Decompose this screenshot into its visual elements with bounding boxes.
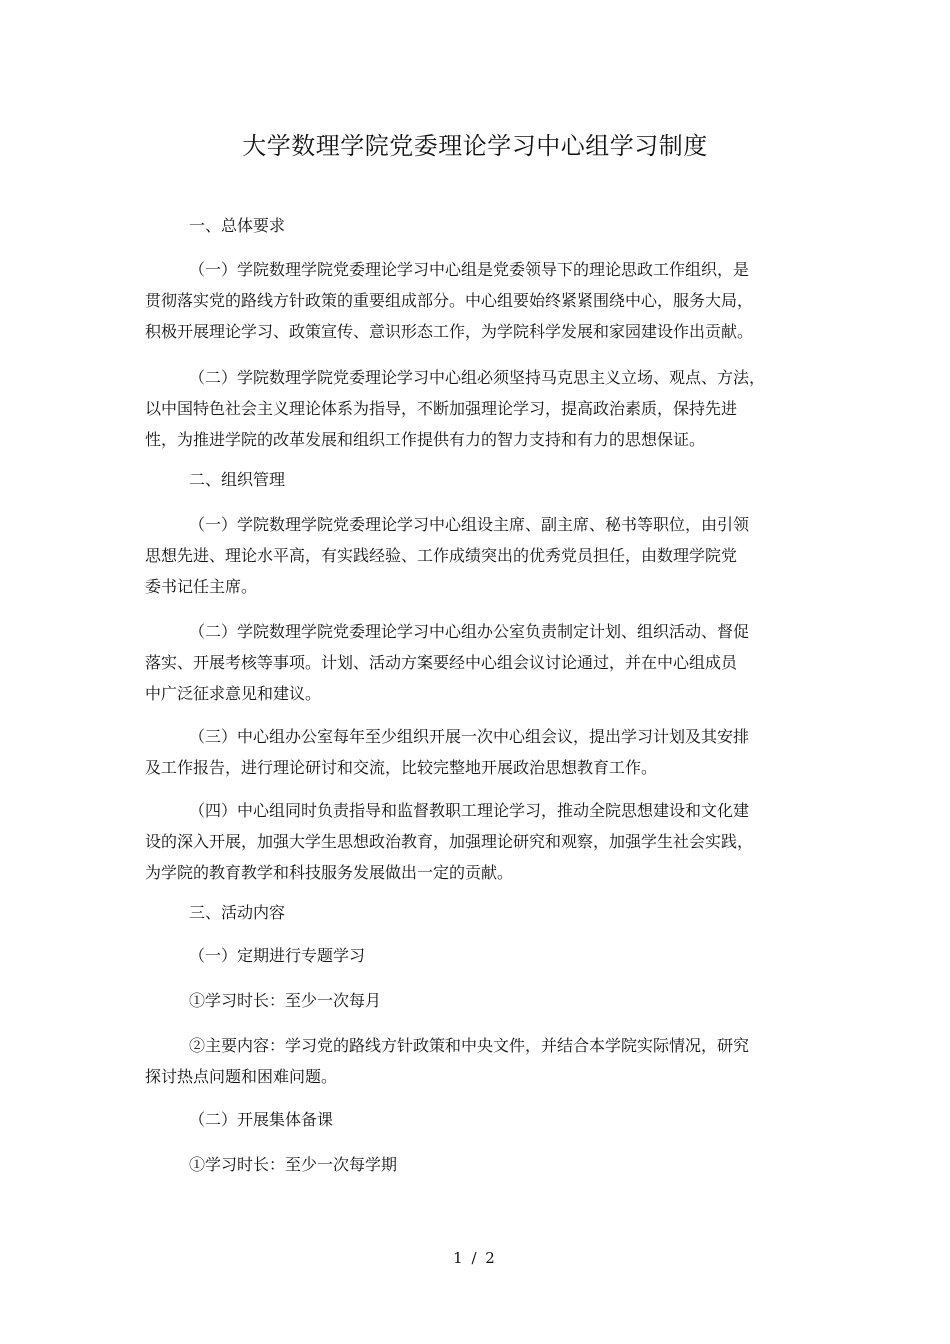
paragraph-line: 贯彻落实党的路线方针政策的重要组成部分。中心组要始终紧紧围绕中心，服务大局， [145,291,754,310]
paragraph-line: （四）中心组同时负责指导和监督教职工理论学习，推动全院思想建设和文化建 [189,801,750,820]
subsection-heading: （二）开展集体备课 [189,1110,334,1129]
page-number: 1 / 2 [453,1249,497,1267]
document-title: 大学数理学院党委理论学习中心组学习制度 [242,132,708,160]
paragraph [145,795,809,888]
paragraph [145,254,809,347]
list-item: ①学习时长：至少一次每学期 [189,1155,398,1174]
paragraph-line: 为学院的教育教学和科技服务发展做出一定的贡献。 [145,863,514,882]
paragraph-line: 委书记任主席。 [145,577,258,596]
paragraph-line: （二）学院数理学院党委理论学习中心组办公室负责制定计划、组织活动、督促 [189,622,750,641]
paragraph [145,1030,809,1092]
paragraph-line: ②主要内容：学习党的路线方针政策和中央文件，并结合本学院实际情况，研究 [189,1036,750,1055]
section-heading: 一、总体要求 [189,216,286,235]
paragraph [145,721,809,783]
paragraph-line: 设的深入开展，加强大学生思想政治教育，加强理论研究和观察，加强学生社会实践， [145,832,754,851]
paragraph [145,362,809,455]
paragraph-line: 思想先进、理论水平高，有实践经验、工作成绩突出的优秀党员担任，由数理学院党 [145,546,738,565]
paragraph-line: 及工作报告，进行理论研讨和交流，比较完整地开展政治思想教育工作。 [145,758,658,777]
paragraph-line: 性，为推进学院的改革发展和组织工作提供有力的智力支持和有力的思想保证。 [145,430,706,449]
paragraph-line: 中广泛征求意见和建议。 [145,684,322,703]
subsection-heading: （一）定期进行专题学习 [189,946,366,965]
section-heading: 三、活动内容 [189,903,286,922]
section-heading: 二、组织管理 [189,470,286,489]
paragraph-line: 以中国特色社会主义理论体系为指导，不断加强理论学习，提高政治素质，保持先进 [145,399,738,418]
paragraph-line: （三）中心组办公室每年至少组织开展一次中心组会议，提出学习计划及其安排 [189,727,750,746]
paragraph [145,509,809,602]
paragraph-line: （一）学院数理学院党委理论学习中心组设主席、副主席、秘书等职位，由引领 [189,515,750,534]
paragraph-line: 积极开展理论学习、政策宣传、意识形态工作，为学院科学发展和家园建设作出贡献。 [145,322,754,341]
paragraph-line: 探讨热点问题和困难问题。 [145,1067,338,1086]
paragraph-line: （一）学院数理学院党委理论学习中心组是党委领导下的理论思政工作组织，是 [189,260,750,279]
paragraph-line: （二）学院数理学院党委理论学习中心组必须坚持马克思主义立场、观点、方法， [189,368,766,387]
paragraph [145,616,809,709]
list-item: ①学习时长：至少一次每月 [189,991,382,1010]
paragraph-line: 落实、开展考核等事项。计划、活动方案要经中心组会议讨论通过，并在中心组成员 [145,653,738,672]
